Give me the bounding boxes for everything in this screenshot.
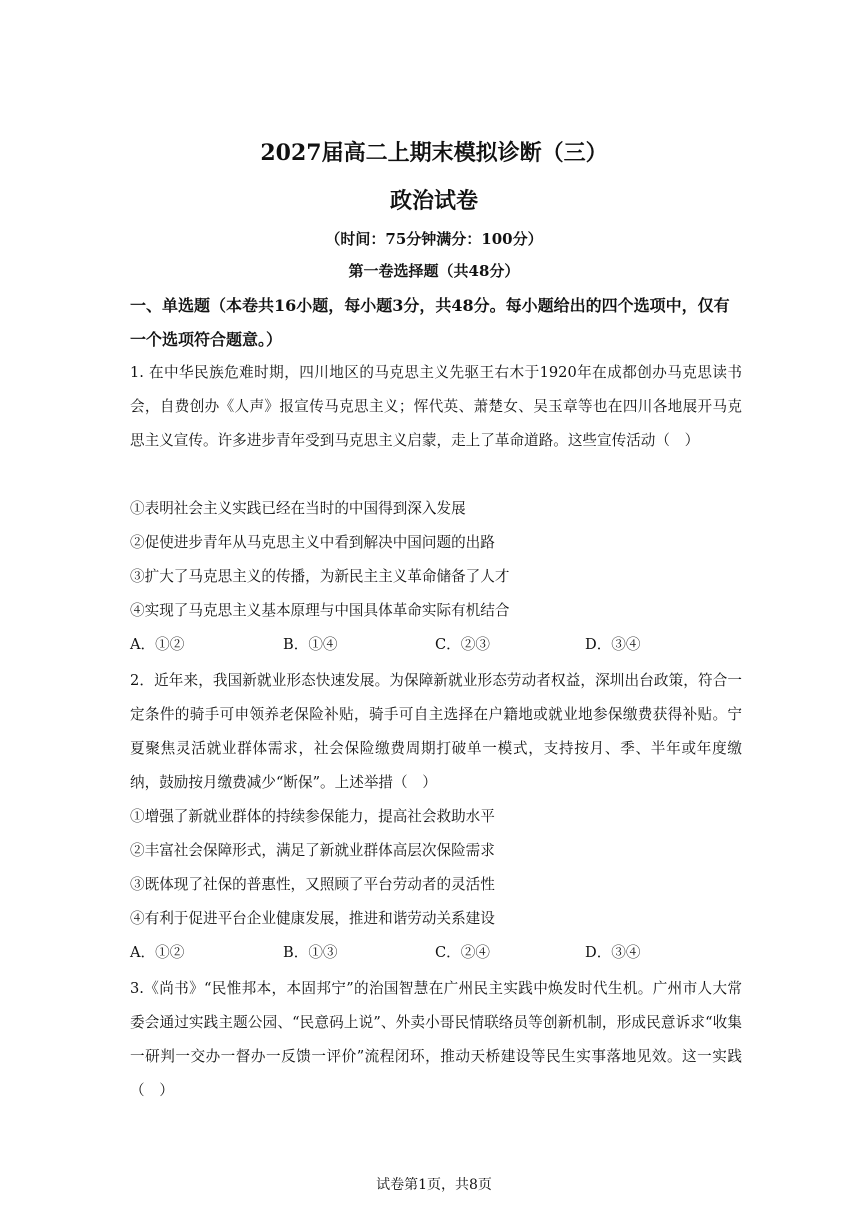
question-2-choice-c[interactable]: C．②④	[435, 944, 490, 961]
question-1-statement-3: ③扩大了马克思主义的传播，为新民主主义革命储备了人才	[130, 568, 510, 585]
question-2-statement-3: ③既体现了社保的普惠性，又照顾了平台劳动者的灵活性	[130, 876, 495, 893]
question-2-statement-4: ④有利于促进平台企业健康发展，推进和谐劳动关系建设	[130, 910, 495, 927]
question-2-choice-a[interactable]: A．①②	[130, 944, 185, 961]
question-2-statement-1: ①增强了新就业群体的持续参保能力，提高社会救助水平	[130, 808, 495, 825]
volume-heading: 第一卷选择题（共48分）	[348, 262, 520, 280]
question-2-choice-d[interactable]: D．③④	[585, 944, 641, 961]
question-2-choice-b[interactable]: B．①③	[283, 944, 338, 961]
question-1-choice-b[interactable]: B．①④	[283, 636, 338, 653]
question-1-choice-a[interactable]: A．①②	[130, 636, 185, 653]
question-3-stem: 3.《尚书》“民惟邦本，本固邦宁”的治国智慧在广州民主实践中焕发时代生机。广州市人大常委会通过实践主题公园、“民意码上说”、外卖小哥民情联络员等创新机制，形成民意诉求“收集一研判一交办一督办一反馈一评价”流程闭环，推动天桥建设等民生实事落地见效。这一实践（ ）	[130, 980, 742, 1099]
question-1-stem: 1. 在中华民族危难时期，四川地区的马克思主义先驱王右木于1920年在成都创办马克思读书会，自费创办《人声》报宣传马克思主义；恽代英、萧楚女、吴玉章等也在四川各地展开马克思主义宣传。许多进步青年受到马克思主义启蒙，走上了革命道路。这些宣传活动（ ）	[130, 364, 742, 449]
exam-time-info: （时间：75分钟满分：100分）	[325, 230, 543, 248]
page-footer: 试卷第1页，共8页	[376, 1177, 492, 1193]
question-1-choice-c[interactable]: C．②③	[435, 636, 490, 653]
question-1-statement-1: ①表明社会主义实践已经在当时的中国得到深入发展	[130, 500, 466, 517]
section-heading: 一、单选题（本卷共16小题，每小题3分，共48分。每小题给出的四个选项中，仅有一个选项符合题意。）	[130, 296, 730, 349]
question-1-statement-4: ④实现了马克思主义基本原理与中国具体革命实际有机结合	[130, 602, 510, 619]
exam-title: 2027届高二上期末模拟诊断（三）	[260, 140, 608, 166]
question-1-statement-2: ②促使进步青年从马克思主义中看到解决中国问题的出路	[130, 534, 495, 551]
question-2-statement-2: ②丰富社会保障形式，满足了新就业群体高层次保险需求	[130, 842, 495, 859]
question-2-stem: 2．近年来，我国新就业形态快速发展。为保障新就业形态劳动者权益，深圳出台政策，符合一定条件的骑手可申领养老保险补贴，骑手可自主选择在户籍地或就业地参保缴费获得补贴。宁夏聚焦灵活就业群体需求，社会保险缴费周期打破单一模式，支持按月、季、半年或年度缴纳，鼓励按月缴费减少“断保”。上述举措（ ）	[130, 672, 742, 791]
question-1-choice-d[interactable]: D．③④	[585, 636, 641, 653]
exam-subject: 政治试卷	[389, 188, 478, 214]
